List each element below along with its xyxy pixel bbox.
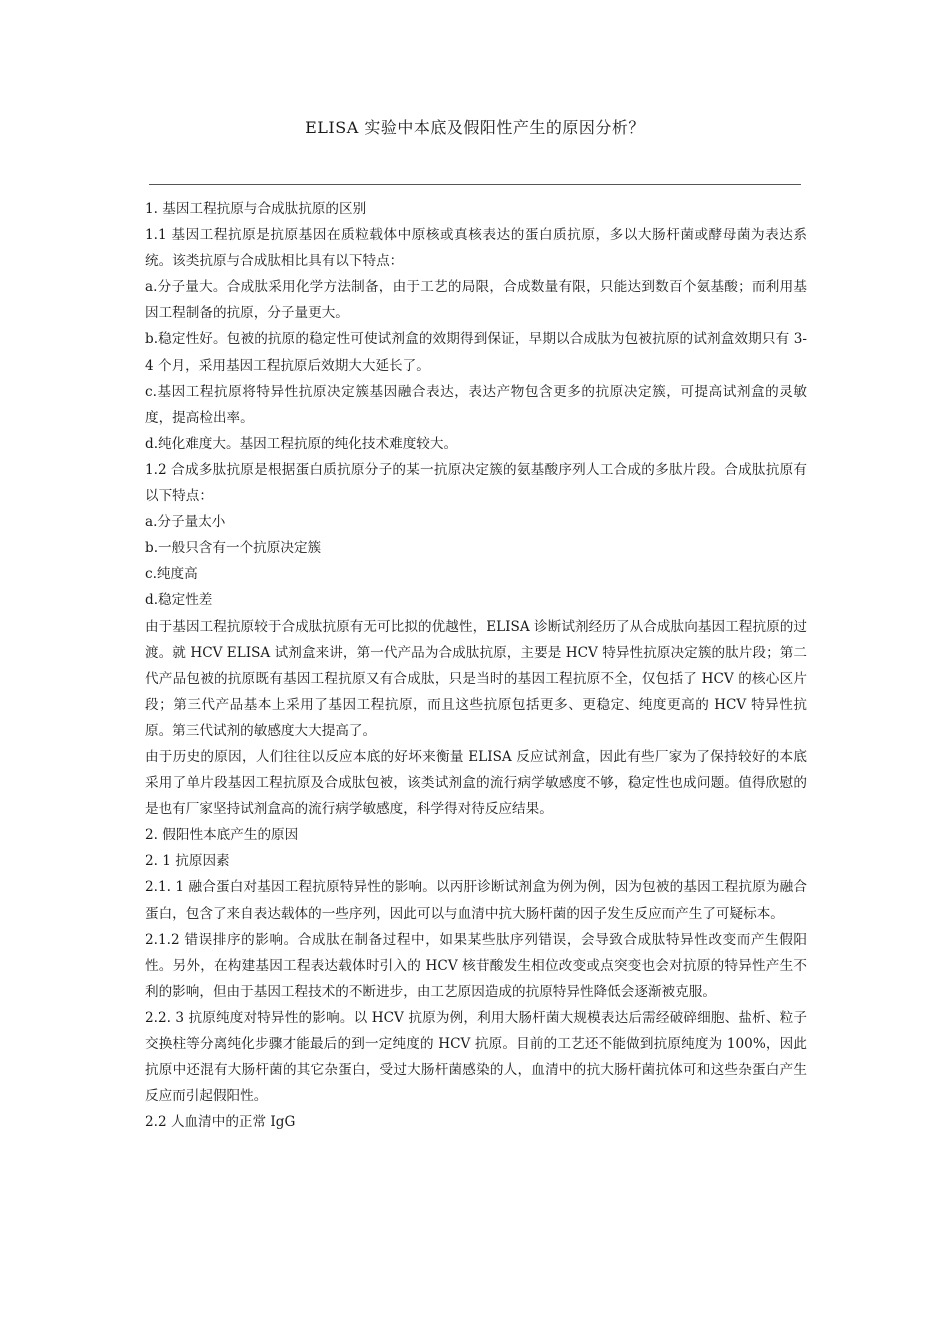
heading-section-2-2: 2.2 人血清中的正常 IgG xyxy=(145,1114,296,1131)
list-item-a: a.分子量大。合成肽采用化学方法制备，由于工艺的局限，合成数量有限，只能达到数百个氨基酸；而利用基因工程制备的抗原，分子量更大。 xyxy=(145,279,807,322)
paragraph-advantages: 由于基因工程抗原较于合成肽抗原有无可比拟的优越性，ELISA 诊断试剂经历了从合成肽向基因工程抗原的过渡。就 HCV ELISA 试剂盒来讲，第一代产品为合成肽抗原，主要是 HCV 特异性抗原决定簇的肽片段；第二代产品包被的抗原既有基因工程抗原又有合成肽，只是当时的基因工程抗原不全，仅包括了 HCV 的核心区片段；第三代产品基本上采用了基因工程抗原，而且这些抗原包括更多、更稳定、纯度更高的 HCV 特异性抗原。第三代试剂的敏感度大大提高了。 xyxy=(145,618,807,739)
title-divider xyxy=(149,184,801,185)
paragraph-2-1-2: 2.1.2 错误排序的影响。合成肽在制备过程中，如果某些肽序列错误，会导致合成肽特异性改变而产生假阳性。另外，在构建基因工程表达载体时引入的 HCV 核苷酸发生相位改变或点突变也会对抗原的特异性产生不利的影响，但由于基因工程技术的不断进步，由工艺原因造成的抗原特异性降低会逐渐被克服。 xyxy=(145,931,807,1000)
list-item-b-2: b.一般只含有一个抗原决定簇 xyxy=(145,540,322,557)
document-body xyxy=(145,196,807,1135)
list-item-b: b.稳定性好。包被的抗原的稳定性可使试剂盒的效期得到保证，早期以合成肽为包被抗原的试剂盒效期只有 3-4 个月，采用基因工程抗原后效期大大延长了。 xyxy=(145,331,807,374)
paragraph-2-2-3: 2.2. 3 抗原纯度对特异性的影响。以 HCV 抗原为例，利用大肠杆菌大规模表达后需经破碎细胞、盐析、粒子交换柱等分离纯化步骤才能最后的到一定纯度的 HCV 抗原。目前的工艺还不能做到抗原纯度为 100%，因此抗原中还混有大肠杆菌的其它杂蛋白，受过大肠杆菌感染的人，血清中的抗大肠杆菌抗体可和这些杂蛋白产生反应而引起假阳性。 xyxy=(145,1009,807,1105)
heading-section-2: 2. 假阳性本底产生的原因 xyxy=(145,827,299,844)
document-title: ELISA 实验中本底及假阳性产生的原因分析？ xyxy=(305,118,645,137)
paragraph-2-1-1: 2.1. 1 融合蛋白对基因工程抗原特异性的影响。以丙肝诊断试剂盒为例为例，因为包被的基因工程抗原为融合蛋白，包含了来自表达载体的一些序列，因此可以与血清中抗大肠杆菌的因子发生反应而产生了可疑标本。 xyxy=(145,879,807,922)
paragraph-1-2: 1.2 合成多肽抗原是根据蛋白质抗原分子的某一抗原决定簇的氨基酸序列人工合成的多肽片段。合成肽抗原有以下特点： xyxy=(145,461,807,505)
list-item-c: c.基因工程抗原将特异性抗原决定簇基因融合表达，表达产物包含更多的抗原决定簇，可提高试剂盒的灵敏度，提高检出率。 xyxy=(145,383,807,426)
heading-section-2-1: 2. 1 抗原因素 xyxy=(145,853,230,870)
list-item-d: d.纯化难度大。基因工程抗原的纯化技术难度较大。 xyxy=(145,435,458,452)
heading-section-1: 1. 基因工程抗原与合成肽抗原的区别 xyxy=(145,201,367,217)
list-item-d-2: d.稳定性差 xyxy=(145,592,213,609)
list-item-a-2: a.分子量太小 xyxy=(145,514,226,531)
paragraph-history: 由于历史的原因，人们往往以反应本底的好坏来衡量 ELISA 反应试剂盒，因此有些厂家为了保持较好的本底采用了单片段基因工程抗原及合成肽包被，该类试剂盒的流行病学敏感度不够，稳定性也成问题。值得欣慰的是也有厂家坚持试剂盒高的流行病学敏感度，科学得对待反应结果。 xyxy=(145,748,807,818)
list-item-c-2: c.纯度高 xyxy=(145,566,198,583)
paragraph-1-1: 1.1 基因工程抗原是抗原基因在质粒载体中原核或真核表达的蛋白质抗原，多以大肠杆菌或酵母菌为表达系统。该类抗原与合成肽相比具有以下特点： xyxy=(145,227,807,270)
